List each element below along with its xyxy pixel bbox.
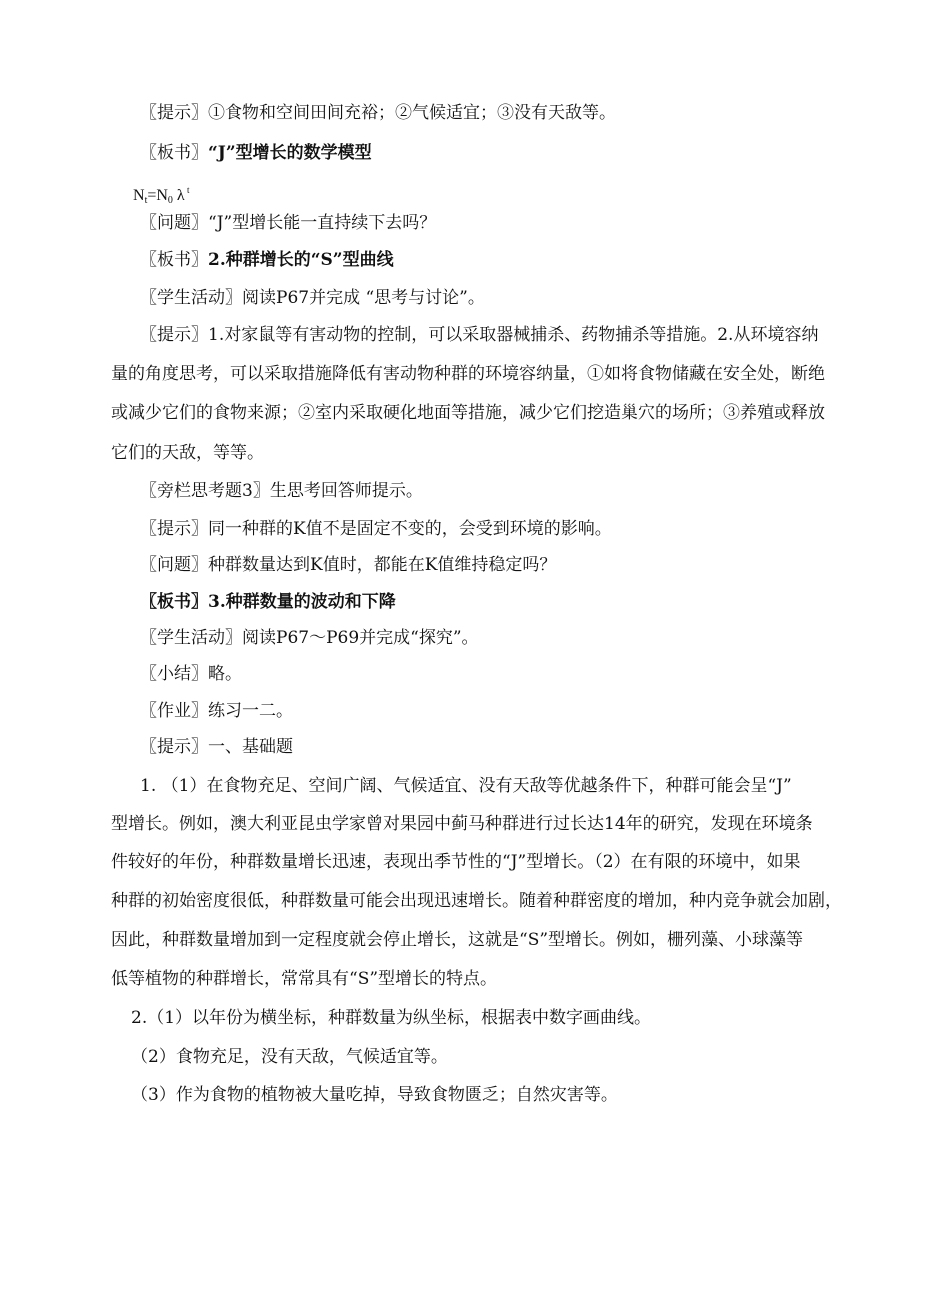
answer-1-line5: 因此，种群数量增加到一定程度就会停止增长，这就是“S”型增长。例如，栅列藻、小球藻等 [111,930,804,950]
answer-2-part2: （2）食物充足，没有天敌，气候适宜等。 [131,1047,448,1067]
hint-pest-control-line2: 量的角度思考，可以采取措施降低有害动物种群的环境容纳量，①如将食物储藏在安全处，断绝 [111,364,825,384]
summary: 〖小结〗略。 [140,664,242,684]
board-label: 〖板书〗 [140,143,208,163]
student-activity-p67: 〖学生活动〗阅读P67并完成 “思考与讨论”。 [140,288,485,308]
hint-basic-questions: 〖提示〗一、基础题 [140,737,293,757]
hint-k-value: 〖提示〗同一种群的K值不是固定不变的，会受到环境的影响。 [140,519,612,539]
answer-2-part1: 2.（1）以年份为横坐标，种群数量为纵坐标，根据表中数字画曲线。 [131,1008,652,1028]
j-growth-formula: $N_t=N_0$ λ $^t$ [133,185,190,206]
board-s-curve-title: 2.种群增长的“S”型曲线 [208,250,394,270]
answer-1-line6: 低等植物的种群增长，常常具有“S”型增长的特点。 [111,969,498,989]
board-fluctuation: 〖板书〗3.种群数量的波动和下降 [140,592,396,612]
answer-1-line1: 1. （1）在食物充足、空间广阔、气候适宜、没有天敌等优越条件下，种群可能会呈“J” [140,776,792,796]
board-j-model [140,141,372,165]
board-j-model-title: “J”型增长的数学模型 [208,143,372,163]
answer-2-part3: （3）作为食物的植物被大量吃掉，导致食物匮乏；自然灾害等。 [131,1085,618,1105]
hint-pest-control-line4: 它们的天敌，等等。 [111,443,264,463]
answer-1-line2: 型增长。例如，澳大利亚昆虫学家曾对果园中蓟马种群进行过长达14年的研究，发现在环境条 [111,814,813,834]
hint-pest-control-line3: 或减少它们的食物来源；②室内采取硬化地面等措施，减少它们挖造巢穴的场所；③养殖或释放 [111,403,825,423]
sidebar-question-3: 〖旁栏思考题3〗生思考回答师提示。 [140,481,423,501]
answer-1-line3: 件较好的年份，种群数量增长迅速，表现出季节性的“J”型增长。（2）在有限的环境中，如果 [111,852,801,872]
student-activity-explore: 〖学生活动〗阅读P67～P69并完成“探究”。 [140,628,479,648]
question-k-stable: 〖问题〗种群数量达到K值时，都能在K值维持稳定吗？ [140,555,557,575]
hint-pest-control-line1: 〖提示〗1.对家鼠等有害动物的控制，可以采取器械捕杀、药物捕杀等措施。2.从环境容纳 [140,325,819,345]
board-s-curve [140,248,394,272]
homework: 〖作业〗练习一二。 [140,701,293,721]
hint-conditions: 〖提示〗①食物和空间田间充裕；②气候适宜；③没有天敌等。 [140,103,616,123]
answer-1-line4: 种群的初始密度很低，种群数量可能会出现迅速增长。随着种群密度的增加，种内竞争就会加剧， [111,891,842,911]
board-label: 〖板书〗 [140,250,208,270]
question-j-sustain: 〖问题〗“J”型增长能一直持续下去吗？ [140,213,437,233]
